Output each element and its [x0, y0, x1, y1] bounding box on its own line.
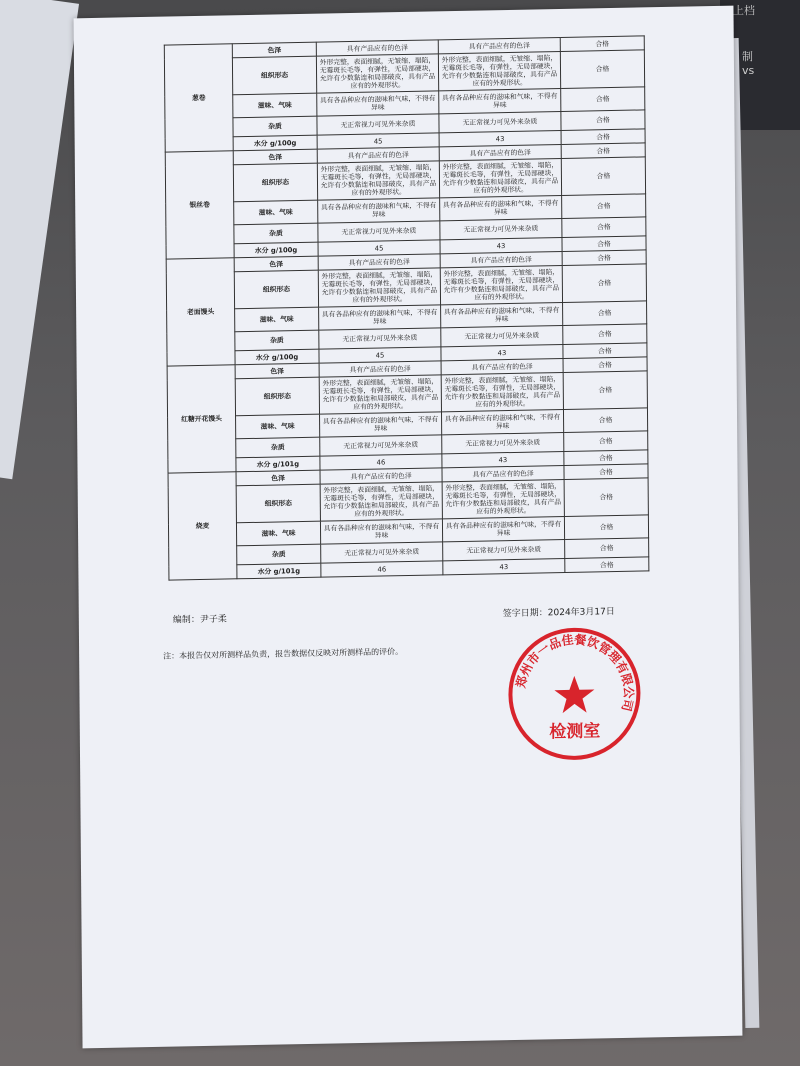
requirement-cell: 具有各品种应有的滋味和气味，不得有异味	[320, 412, 442, 437]
actual-result-cell: 无正常视力可见外来杂质	[442, 432, 564, 453]
actual-result-cell: 43	[439, 130, 561, 146]
requirement-cell: 无正常视力可见外来杂质	[319, 328, 441, 349]
test-item: 杂质	[236, 437, 320, 458]
requirement-cell: 具有产品应有的色泽	[317, 147, 439, 163]
actual-result-cell: 具有各品种应有的滋味和气味，不得有异味	[441, 409, 563, 434]
requirement-cell: 具有各品种应有的滋味和气味，不得有异味	[318, 198, 440, 223]
test-item: 杂质	[233, 116, 317, 137]
seal-center-text: 检测室	[549, 721, 601, 743]
screen-label-side-1: 制	[742, 50, 753, 63]
report-note: 注：本报告仅对所测样品负责，报告数据仅反映对所测样品的评价。	[163, 647, 404, 661]
actual-result-cell: 具有各品种应有的滋味和气味，不得有异味	[439, 88, 561, 113]
actual-result-cell: 具有产品应有的色泽	[441, 358, 563, 374]
test-item: 组织形态	[233, 163, 317, 202]
actual-result-cell: 外形完整，表面细腻，无皱缩、塌陷，无霉斑长毛等，有弹性，无局部硬块，允许有少数黏连和局部破皮，具有产品应有的外观形状。	[440, 265, 562, 304]
inspection-table	[164, 35, 650, 580]
test-item: 色泽	[234, 256, 318, 272]
requirement-cell: 45	[318, 240, 440, 256]
verdict-cell: 合格	[562, 264, 646, 303]
verdict-cell: 合格	[563, 343, 647, 359]
actual-result-cell: 无正常视力可见外来杂质	[440, 218, 562, 239]
verdict-cell: 合格	[564, 450, 648, 466]
actual-result-cell: 具有产品应有的色泽	[439, 144, 561, 160]
verdict-cell: 合格	[561, 143, 645, 159]
requirement-cell: 45	[317, 133, 439, 149]
verdict-cell: 合格	[561, 87, 645, 112]
actual-result-cell: 43	[442, 451, 564, 467]
requirement-cell: 外形完整，表面细腻，无皱缩、塌陷，无霉斑长毛等，有弹性，无局部硬块，允许有少数黏连和局部破皮，具有产品应有的外观形状。	[316, 54, 438, 93]
requirement-cell: 具有产品应有的色泽	[316, 40, 438, 56]
requirement-cell: 具有各品种应有的滋味和气味，不得有异味	[317, 91, 439, 116]
verdict-cell: 合格	[562, 194, 646, 219]
verdict-cell: 合格	[561, 110, 645, 131]
test-item: 滋味、气味	[236, 521, 320, 546]
actual-result-cell: 外形完整，表面细腻，无皱缩、塌陷，无霉斑长毛等，有弹性，无局部硬块，允许有少数黏连和局部破皮，具有产品应有的外观形状。	[439, 158, 561, 197]
product-name: 红糖开花馒头	[167, 365, 236, 473]
test-item: 水分 g/101g	[237, 563, 321, 579]
requirement-cell: 45	[319, 347, 441, 363]
test-item: 组织形态	[235, 377, 319, 416]
actual-result-cell: 具有各品种应有的滋味和气味，不得有异味	[442, 516, 564, 541]
verdict-cell: 合格	[565, 538, 649, 559]
verdict-cell: 合格	[560, 50, 644, 89]
actual-result-cell: 外形完整，表面细腻，无皱缩、塌陷，无霉斑长毛等，有弹性，无局部硬块，允许有少数黏连和局部破皮，具有产品应有的外观形状。	[442, 479, 564, 518]
screen-label-side	[742, 50, 754, 78]
requirement-cell: 无正常视力可见外来杂质	[317, 114, 439, 135]
verdict-cell: 合格	[563, 408, 647, 433]
test-item: 滋味、气味	[235, 307, 319, 332]
test-item: 水分 g/100g	[233, 135, 317, 151]
requirement-cell: 具有各品种应有的滋味和气味，不得有异味	[319, 305, 441, 330]
product-name: 烧麦	[168, 472, 237, 580]
requirement-cell: 具有产品应有的色泽	[318, 254, 440, 270]
actual-result-cell: 具有产品应有的色泽	[438, 37, 560, 53]
test-item: 杂质	[234, 223, 318, 244]
actual-result-cell: 43	[443, 558, 565, 574]
seal-ring-text: 郑州市一品佳餐饮管理有限公司	[513, 632, 636, 713]
compiler-label: 编制：尹子柔	[172, 614, 227, 626]
actual-result-cell: 43	[440, 237, 562, 253]
report-page	[74, 6, 743, 1049]
seal-star-icon	[554, 675, 594, 713]
test-item: 杂质	[237, 544, 321, 565]
requirement-cell: 无正常视力可见外来杂质	[321, 542, 443, 563]
actual-result-cell: 具有各品种应有的滋味和气味，不得有异味	[441, 302, 563, 327]
product-name: 银丝卷	[165, 151, 234, 259]
test-item: 水分 g/100g	[235, 349, 319, 365]
verdict-cell: 合格	[563, 301, 647, 326]
requirement-cell: 外形完整，表面细腻，无皱缩、塌陷，无霉斑长毛等，有弹性，无局部硬块，允许有少数黏连和局部破皮，具有产品应有的外观形状。	[319, 375, 441, 414]
test-item: 杂质	[235, 330, 319, 351]
actual-result-cell: 无正常视力可见外来杂质	[439, 111, 561, 132]
verdict-cell: 合格	[561, 129, 645, 145]
actual-result-cell: 外形完整，表面细腻，无皱缩、塌陷，无霉斑长毛等，有弹性，无局部硬块，允许有少数黏连和局部破皮，具有产品应有的外观形状。	[438, 51, 560, 90]
requirement-cell: 无正常视力可见外来杂质	[320, 435, 442, 456]
test-item: 组织形态	[234, 270, 318, 309]
test-item: 组织形态	[232, 56, 316, 95]
actual-result-cell: 无正常视力可见外来杂质	[443, 539, 565, 560]
test-item: 色泽	[232, 42, 316, 58]
requirement-cell: 具有产品应有的色泽	[319, 361, 441, 377]
requirement-cell: 46	[321, 561, 443, 577]
test-item: 滋味、气味	[236, 414, 320, 439]
screen-label-top: 上档	[733, 4, 755, 17]
requirement-cell: 具有产品应有的色泽	[320, 468, 442, 484]
verdict-cell: 合格	[565, 557, 649, 573]
product-name: 葱卷	[164, 44, 233, 152]
requirement-cell: 外形完整，表面细腻，无皱缩、塌陷，无霉斑长毛等，有弹性，无局部硬块，允许有少数黏连和局部破皮，具有产品应有的外观形状。	[318, 268, 440, 307]
test-item: 色泽	[233, 149, 317, 165]
actual-result-cell: 43	[441, 344, 563, 360]
verdict-cell: 合格	[563, 324, 647, 345]
verdict-cell: 合格	[561, 157, 645, 196]
actual-result-cell: 具有产品应有的色泽	[440, 251, 562, 267]
test-item: 组织形态	[236, 484, 320, 523]
verdict-cell: 合格	[560, 36, 644, 52]
actual-result-cell: 具有产品应有的色泽	[442, 465, 564, 481]
verdict-cell: 合格	[564, 515, 648, 540]
verdict-cell: 合格	[562, 250, 646, 266]
actual-result-cell: 外形完整，表面细腻，无皱缩、塌陷，无霉斑长毛等，有弹性，无局部硬块，允许有少数黏连和局部破皮，具有产品应有的外观形状。	[441, 372, 563, 411]
product-name: 老面馒头	[166, 258, 235, 366]
screen-label-side-2: vs	[742, 64, 755, 77]
requirement-cell: 外形完整，表面细腻，无皱缩、塌陷，无霉斑长毛等，有弹性，无局部硬块，允许有少数黏连和局部破皮，具有产品应有的外观形状。	[317, 161, 439, 200]
test-item: 水分 g/100g	[234, 242, 318, 258]
requirement-cell: 无正常视力可见外来杂质	[318, 221, 440, 242]
test-item: 滋味、气味	[234, 200, 318, 225]
verdict-cell: 合格	[562, 217, 646, 238]
requirement-cell: 外形完整，表面细腻，无皱缩、塌陷，无霉斑长毛等，有弹性，无局部硬块，允许有少数黏连和局部破皮，具有产品应有的外观形状。	[320, 482, 442, 521]
verdict-cell: 合格	[564, 478, 648, 517]
verdict-cell: 合格	[564, 431, 648, 452]
official-seal	[504, 622, 645, 765]
requirement-cell: 具有各品种应有的滋味和气味，不得有异味	[320, 519, 442, 544]
verdict-cell: 合格	[563, 371, 647, 410]
test-item: 滋味、气味	[233, 93, 317, 118]
actual-result-cell: 具有各品种应有的滋味和气味，不得有异味	[440, 195, 562, 220]
verdict-cell: 合格	[562, 236, 646, 252]
test-item: 水分 g/101g	[236, 456, 320, 472]
actual-result-cell: 无正常视力可见外来杂质	[441, 325, 563, 346]
verdict-cell: 合格	[563, 357, 647, 373]
sign-date-label: 签字日期：2024年3月17日	[502, 607, 615, 620]
test-item: 色泽	[235, 363, 319, 379]
test-item: 色泽	[236, 470, 320, 486]
requirement-cell: 46	[320, 454, 442, 470]
verdict-cell: 合格	[564, 464, 648, 480]
